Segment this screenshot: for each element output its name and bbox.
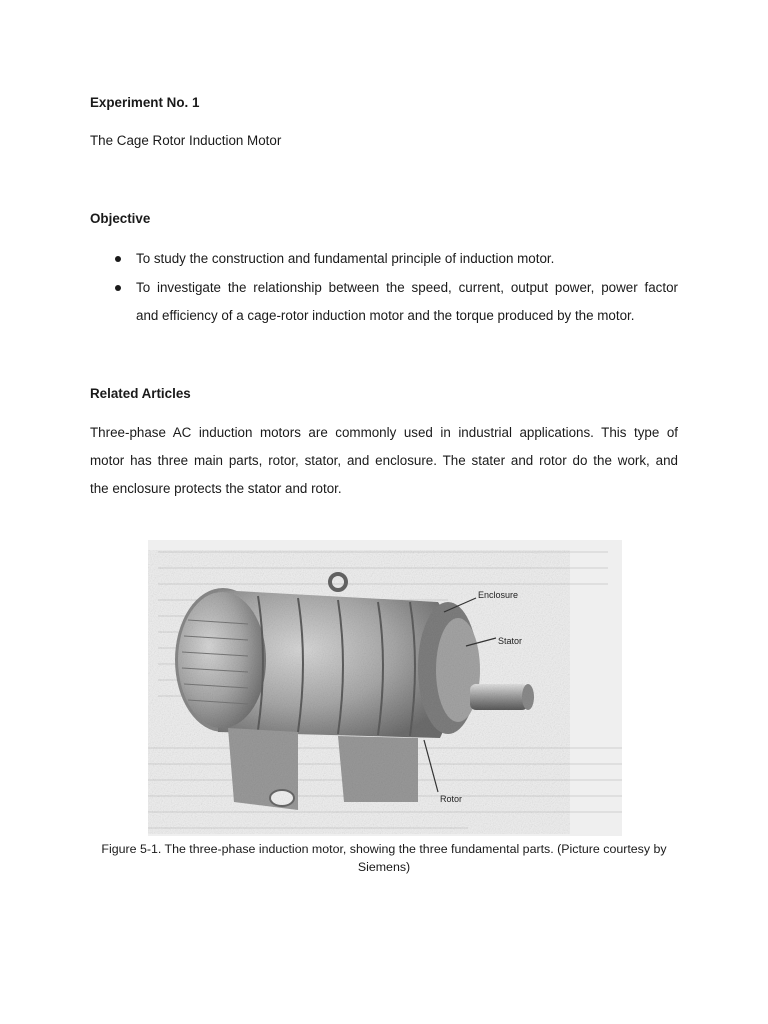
- bullet-dot: [115, 285, 121, 291]
- label-enclosure: Enclosure: [478, 590, 519, 600]
- experiment-subtitle: The Cage Rotor Induction Motor: [90, 133, 282, 148]
- objective-bullet-2-continued: and efficiency of a cage-rotor induction motor and the torque produced by the motor.: [136, 308, 635, 323]
- objective-heading: Objective: [90, 211, 151, 226]
- related-articles-heading: Related Articles: [90, 386, 191, 401]
- motor-figure: [148, 540, 622, 836]
- related-paragraph-line-2: motor has three main parts, rotor, stator, and enclosure. The stater and rotor do the work, and: [90, 453, 678, 468]
- objective-bullet-2: To investigate the relationship between the speed, current, output power, power factor: [136, 280, 678, 295]
- experiment-title: Experiment No. 1: [90, 95, 200, 110]
- related-paragraph-line-3: the enclosure protects the stator and rotor.: [90, 481, 342, 496]
- induction-motor-illustration: [148, 540, 622, 836]
- objective-bullet-1: To study the construction and fundamental principle of induction motor.: [136, 251, 555, 266]
- label-stator: Stator: [498, 636, 523, 646]
- bullet-dot: [115, 256, 121, 262]
- related-paragraph-line-1: Three-phase AC induction motors are commonly used in industrial applications. This type of: [90, 425, 678, 440]
- figure-caption: Figure 5-1. The three-phase induction motor, showing the three fundamental parts. (Picture courtesy by Siemens): [101, 842, 667, 874]
- label-rotor: Rotor: [440, 794, 463, 804]
